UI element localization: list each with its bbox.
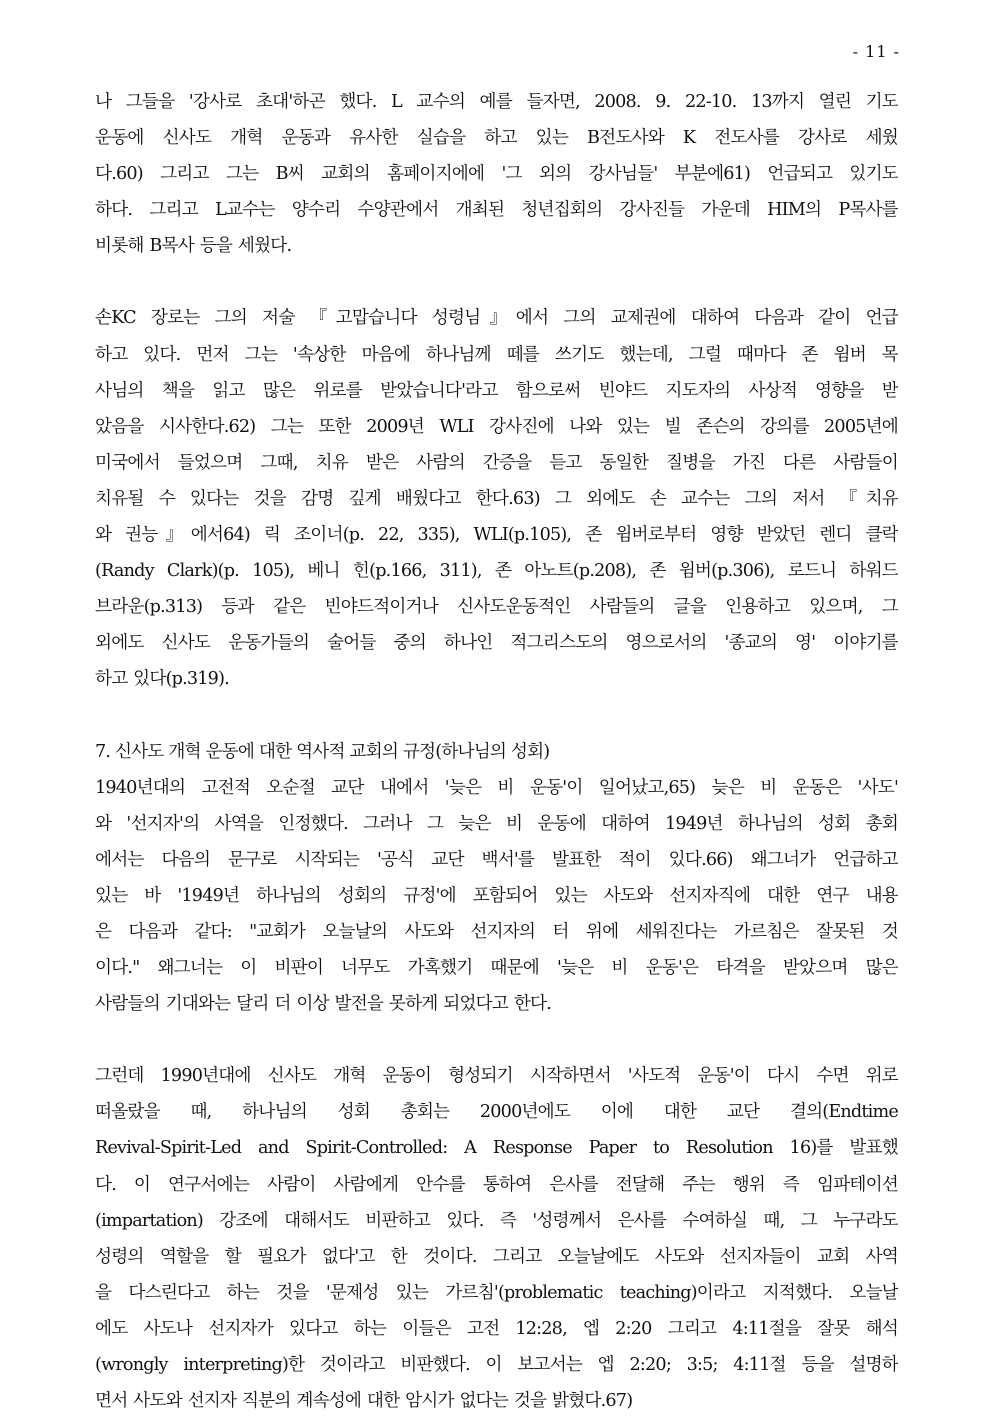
text-line: 이다." 왜그너는 이 비판이 너무도 가혹했기 때문에 '늦은 비 운동'은 타격을 받았으며 많은	[95, 958, 898, 979]
text-line: 성령의 역할을 할 필요가 없다'고 한 것이다. 그리고 오늘날에도 사도와 선지자들이 교회 사역	[95, 1246, 898, 1267]
page-number: - 11 -	[852, 42, 900, 61]
text-line: 에서는 다음의 문구로 시작되는 '공식 교단 백서'를 발표한 적이 있다.66) 왜그너가 언급하고	[95, 849, 898, 870]
text-line: 운동에 신사도 개혁 운동과 유사한 실습을 하고 있는 B전도사와 K 전도사를 강사로 세웠	[95, 128, 898, 149]
text-line: 외에도 신사도 운동가들의 술어들 중의 하나인 적그리스도의 영으로서의 '종교의 영' 이야기를	[95, 633, 898, 654]
text-line: 브라운(p.313) 등과 같은 빈야드적이거나 신사도운동적인 사람들의 글을 인용하고 있으며, 그	[95, 597, 898, 618]
text-line: 미국에서 들었으며 그때, 치유 받은 사람의 간증을 듣고 동일한 질병을 가진 다른 사람들이	[95, 452, 898, 473]
text-line: 와 권능』에서64) 릭 조이너(p. 22, 335), WLI(p.105), 존 윔버로부터 영향 받았던 렌디 클락	[95, 525, 898, 546]
text-line: 하다. 그리고 L교수는 양수리 수양관에서 개최된 청년집회의 강사진들 가운데 HIM의 P목사를	[95, 200, 898, 221]
text-line: 나 그들을 '강사로 초대'하곤 했다. L 교수의 예를 들자면, 2008. 9. 22-10. 13까지 열린 기도	[95, 92, 898, 112]
text-line: 하고 있다. 먼저 그는 '속상한 마음에 하나님께 떼를 쓰기도 했는데, 그럴 때마다 존 윔버 목	[95, 344, 898, 365]
text-line: 다. 이 연구서에는 사람이 사람에게 안수를 통하여 은사를 전달해 주는 행위 즉 임파테이션	[95, 1174, 898, 1195]
text-line: 았음을 시사한다.62) 그는 또한 2009년 WLI 강사진에 나와 있는 빌 존슨의 강의를 2005년에	[95, 416, 898, 437]
text-line: 을 다스린다고 하는 것을 '문제성 있는 가르침'(problematic teaching)이라고 지적했다. 오늘날	[95, 1282, 898, 1303]
text-line: 치유될 수 있다는 것을 감명 깊게 배웠다고 한다.63) 그 외에도 손 교수는 그의 저서 『치유	[95, 488, 898, 509]
paragraph-4	[95, 1058, 898, 1419]
text-line: 사님의 책을 읽고 많은 위로를 받았습니다'라고 함으로써 빈야드 지도자의 사상적 영향을 받	[95, 380, 898, 401]
text-line: (Randy Clark)(p. 105), 베니 힌(p.166, 311), 존 아노트(p.208), 존 윔버(p.306), 로드니 하워드	[95, 561, 898, 582]
text-line: 1940년대의 고전적 오순절 교단 내에서 '늦은 비 운동'이 일어났고,65) 늦은 비 운동은 '사도'	[95, 777, 898, 798]
section-heading: 7. 신사도 개혁 운동에 대한 역사적 교회의 규정(하나님의 성회)	[95, 741, 550, 762]
text-line: (wrongly interpreting)한 것이라고 비판했다. 이 보고서는 엡 2:20; 3:5; 4:11절 등을 설명하	[95, 1355, 898, 1375]
paragraph-3	[95, 770, 898, 1023]
text-line: 손KC 장로는 그의 저술 『고맙습니다 성령님』에서 그의 교제권에 대하여 다음과 같이 언급	[95, 308, 898, 329]
text-line: 와 '선지자'의 사역을 인정했다. 그러나 그 늦은 비 운동에 대하여 1949년 하나님의 성회 총회	[95, 813, 898, 834]
text-line: 에도 사도나 선지자가 있다고 하는 이들은 고전 12:28, 엡 2:20 그리고 4:11절을 잘못 해석	[95, 1318, 898, 1339]
document-body	[95, 84, 898, 1419]
text-line: 비롯해 B목사 등을 세웠다.	[95, 236, 292, 257]
paragraph-1	[95, 84, 898, 264]
text-line: Revival-Spirit-Led and Spirit-Controlled: A Response Paper to Resolution 16)를 발표했	[95, 1138, 898, 1159]
text-line: 그런데 1990년대에 신사도 개혁 운동이 형성되기 시작하면서 '사도적 운동'이 다시 수면 위로	[95, 1066, 898, 1087]
text-line: 면서 사도와 선지자 직분의 계속성에 대한 암시가 없다는 것을 밝혔다.67)	[95, 1391, 633, 1412]
text-line: (impartation) 강조에 대해서도 비판하고 있다. 즉 '성령께서 은사를 수여하실 때, 그 누구라도	[95, 1210, 898, 1231]
text-line: 사람들의 기대와는 달리 더 이상 발전을 못하게 되었다고 한다.	[95, 994, 552, 1015]
paragraph-2	[95, 300, 898, 697]
text-line: 은 다음과 같다: "교회가 오늘날의 사도와 선지자의 터 위에 세워진다는 가르침은 잘못된 것	[95, 921, 898, 942]
text-line: 떠올랐을 때, 하나님의 성회 총회는 2000년에도 이에 대한 교단 결의(Endtime	[95, 1102, 898, 1123]
text-line: 있는 바 '1949년 하나님의 성회의 규정'에 포함되어 있는 사도와 선지자직에 대한 연구 내용	[95, 885, 898, 906]
text-line: 하고 있다(p.319).	[95, 669, 229, 690]
text-line: 다.60) 그리고 그는 B씨 교회의 홈페이지에에 '그 외의 강사님들' 부분에61) 언급되고 있기도	[95, 164, 898, 185]
